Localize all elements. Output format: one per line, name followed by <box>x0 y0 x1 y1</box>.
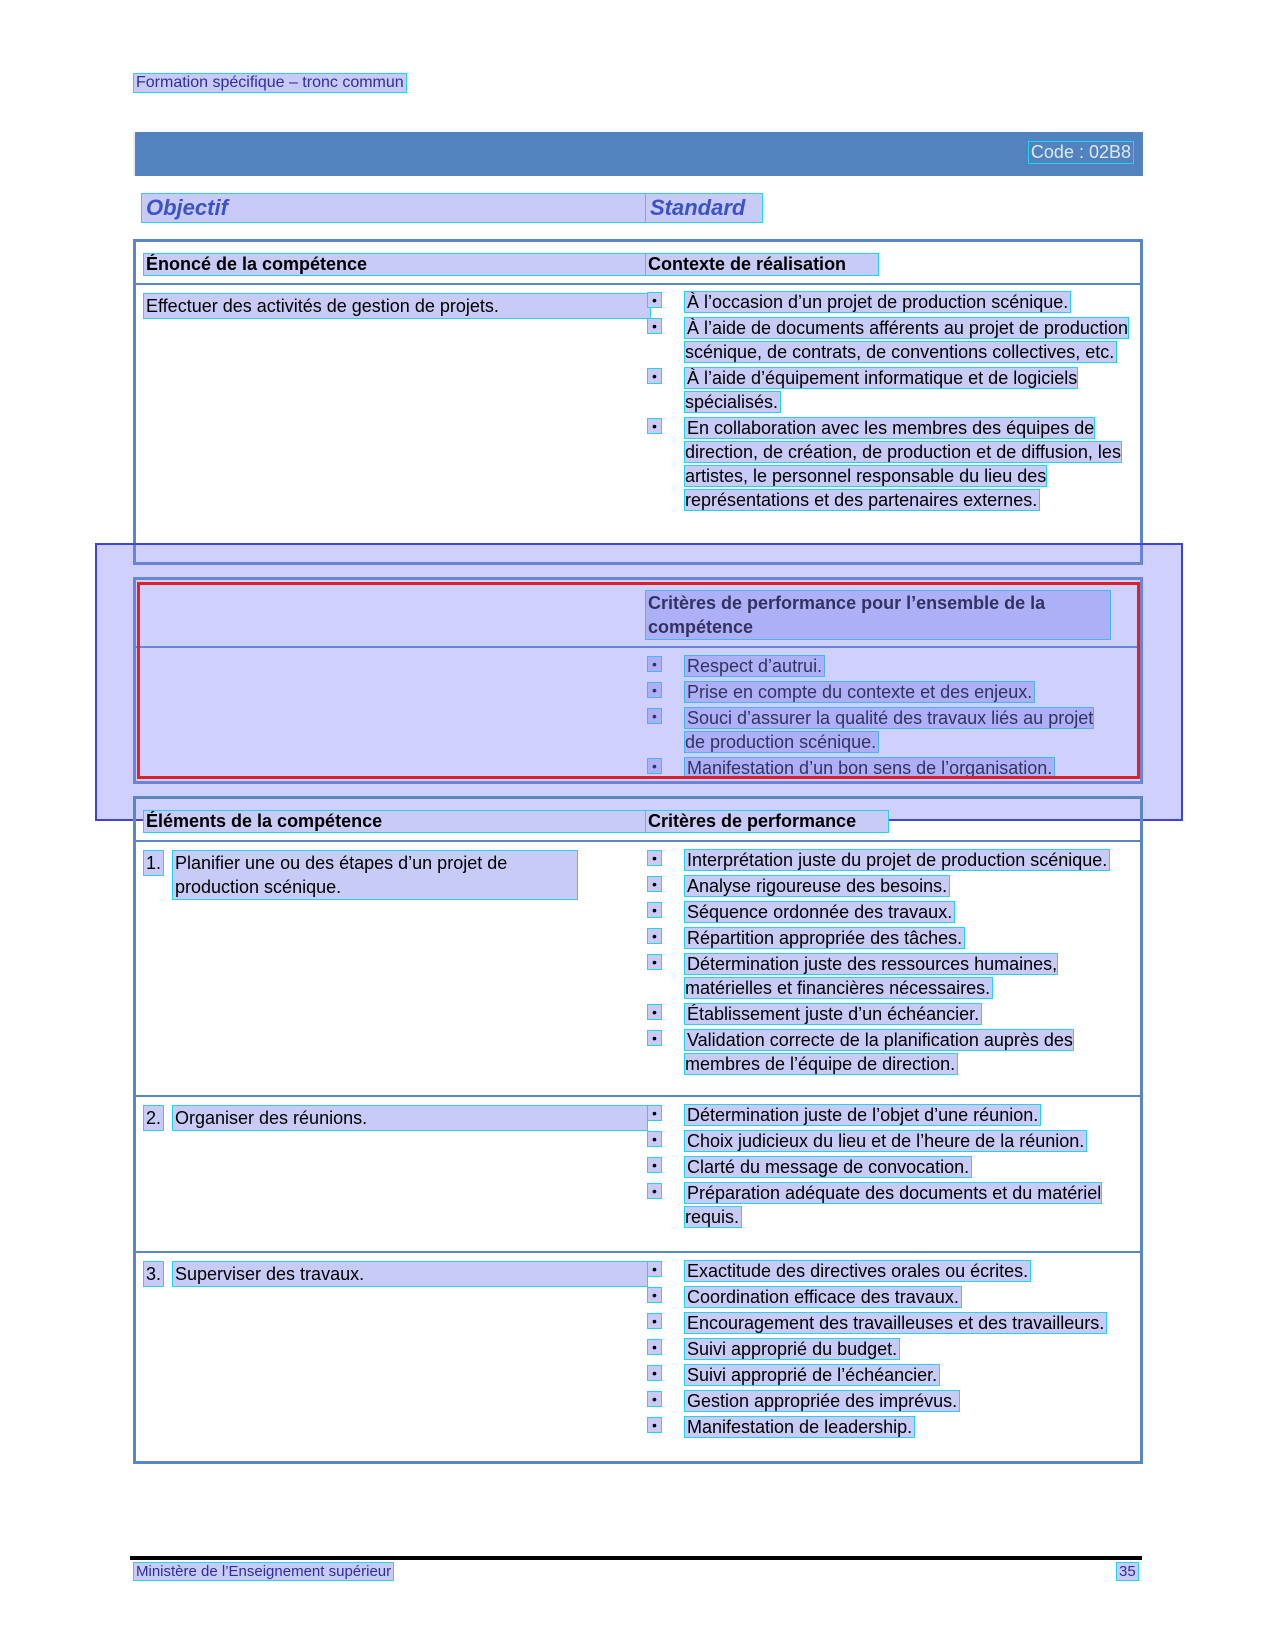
element-label: Organiser des réunions. <box>173 1106 647 1130</box>
competence-header: Énoncé de la compétence <box>144 254 648 275</box>
list-item-text: Validation correcte de la planification auprès des membres de l’équipe de direction. <box>685 1030 1073 1074</box>
list-item-text: À l’aide d’équipement informatique et de logiciels spécialisés. <box>685 368 1078 412</box>
footer-rule <box>130 1556 1142 1560</box>
bullet-icon: • <box>648 851 661 865</box>
element-number: 1. <box>146 853 162 873</box>
bullet-icon: • <box>648 1184 661 1198</box>
list-item-text: Manifestation d’un bon sens de l’organisation. <box>687 758 1053 778</box>
list-item <box>648 1103 1118 1127</box>
list-item-text: Suivi approprié de l’échéancier. <box>687 1365 938 1385</box>
bullet-icon: • <box>648 1262 661 1276</box>
list-item <box>648 290 1133 314</box>
bullet-icon: • <box>648 293 661 307</box>
bullet-icon: • <box>648 759 661 773</box>
list-item <box>648 1415 1118 1439</box>
list-item-text: À l’aide de documents afférents au projet de production scénique, de contrats, de conventions collectives, etc. <box>685 318 1128 362</box>
element-number: 2. <box>146 1108 162 1128</box>
list-item-text: Exactitude des directives orales ou écrites. <box>687 1261 1029 1281</box>
list-item-text: Encouragement des travailleuses et des travailleurs. <box>687 1313 1105 1333</box>
code-banner <box>133 132 1143 176</box>
bullet-icon: • <box>648 709 661 723</box>
list-item <box>648 366 1133 414</box>
divider <box>135 1251 1141 1253</box>
footer-ministry: Ministère de l’Enseignement supérieur <box>136 1563 392 1580</box>
criteria-list-3 <box>648 1259 1118 1441</box>
list-item <box>648 1363 1118 1387</box>
bullet-icon: • <box>648 1106 661 1120</box>
list-item <box>648 1259 1118 1283</box>
global-criteria-header: Critères de performance pour l’ensemble de la compétence <box>646 591 1110 639</box>
list-item-text: Préparation adéquate des documents et du matériel requis. <box>685 1183 1102 1227</box>
list-item-text: Prise en compte du contexte et des enjeux. <box>687 682 1033 702</box>
elements-header: Éléments de la compétence <box>144 811 648 832</box>
list-item <box>648 1181 1118 1229</box>
bullet-icon: • <box>648 1031 661 1045</box>
bullet-icon: • <box>648 1132 661 1146</box>
objectif-title: Objectif <box>142 194 653 222</box>
bullet-icon: • <box>648 683 661 697</box>
bullet-icon: • <box>648 1005 661 1019</box>
bullet-icon: • <box>648 1288 661 1302</box>
divider <box>135 1095 1141 1097</box>
list-item <box>648 1337 1118 1361</box>
list-item-text: Coordination efficace des travaux. <box>687 1287 959 1307</box>
bullet-icon: • <box>648 1392 661 1406</box>
list-item <box>648 1311 1118 1335</box>
list-item-text: En collaboration avec les membres des équipes de direction, de création, de production et de diffusion, les artistes, le personnel responsable du lieu des représentations et des partenaires externes. <box>685 418 1121 510</box>
criteria-list-2 <box>648 1103 1118 1231</box>
code-label: Code : 02B8 <box>1030 142 1131 162</box>
bullet-icon: • <box>648 369 661 383</box>
list-item <box>648 952 1118 1000</box>
context-list <box>648 290 1133 514</box>
list-item-text: Suivi approprié du budget. <box>687 1339 898 1359</box>
bullet-icon: • <box>648 955 661 969</box>
divider <box>135 840 1141 842</box>
list-item-text: Détermination juste de l’objet d’une réunion. <box>687 1105 1039 1125</box>
bullet-icon: • <box>648 929 661 943</box>
list-item-text: Établissement juste d’un échéancier. <box>687 1004 980 1024</box>
list-item <box>648 1389 1118 1413</box>
list-item-text: Séquence ordonnée des travaux. <box>687 902 953 922</box>
list-item-text: Répartition appropriée des tâches. <box>687 928 963 948</box>
list-item <box>648 848 1118 872</box>
bullet-icon: • <box>648 903 661 917</box>
list-item <box>648 926 1118 950</box>
element-label: Planifier une ou des étapes d’un projet de production scénique. <box>173 851 577 899</box>
bullet-icon: • <box>648 1340 661 1354</box>
list-item-text: Souci d’assurer la qualité des travaux liés au projet de production scénique. <box>685 708 1094 752</box>
list-item <box>648 1028 1118 1076</box>
bullet-icon: • <box>648 1314 661 1328</box>
bullet-icon: • <box>648 1418 661 1432</box>
list-item-text: Respect d’autrui. <box>687 656 823 676</box>
list-item <box>648 316 1133 364</box>
list-item-text: Choix judicieux du lieu et de l’heure de la réunion. <box>687 1131 1085 1151</box>
context-header: Contexte de réalisation <box>646 254 878 275</box>
list-item <box>648 1285 1118 1309</box>
list-item-text: Manifestation de leadership. <box>687 1417 913 1437</box>
list-item-text: À l’occasion d’un projet de production scénique. <box>687 292 1069 312</box>
list-item-text: Analyse rigoureuse des besoins. <box>687 876 948 896</box>
bullet-icon: • <box>648 419 661 433</box>
element-label: Superviser des travaux. <box>173 1262 647 1286</box>
list-item-text: Détermination juste des ressources humaines, matérielles et financières nécessaires. <box>685 954 1058 998</box>
bullet-icon: • <box>648 319 661 333</box>
page-number: 35 <box>1119 1563 1136 1580</box>
standard-title: Standard <box>646 194 762 222</box>
list-item-text: Interprétation juste du projet de production scénique. <box>687 850 1108 870</box>
list-item <box>648 1155 1118 1179</box>
bullet-icon: • <box>648 877 661 891</box>
bullet-icon: • <box>648 657 661 671</box>
bullet-icon: • <box>648 1158 661 1172</box>
competence-statement: Effectuer des activités de gestion de projets. <box>144 294 650 318</box>
list-item <box>648 416 1133 512</box>
criteria-header: Critères de performance <box>646 811 888 832</box>
criteria-list-1 <box>648 848 1118 1078</box>
bullet-icon: • <box>648 1366 661 1380</box>
divider <box>135 283 1141 285</box>
running-header: Formation spécifique – tronc commun <box>136 74 404 91</box>
selection-highlight <box>137 582 1140 779</box>
element-number: 3. <box>146 1264 162 1284</box>
list-item <box>648 1002 1118 1026</box>
list-item-text: Clarté du message de convocation. <box>687 1157 970 1177</box>
list-item <box>648 900 1118 924</box>
list-item-text: Gestion appropriée des imprévus. <box>687 1391 958 1411</box>
list-item <box>648 1129 1118 1153</box>
list-item <box>648 874 1118 898</box>
